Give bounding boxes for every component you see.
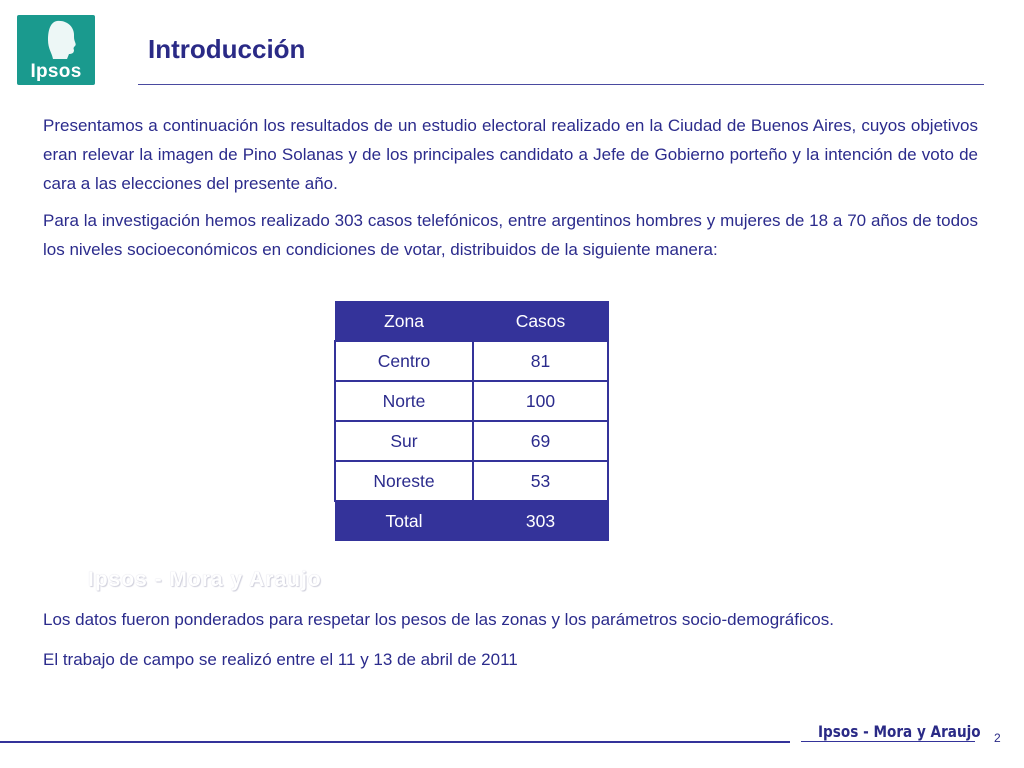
column-header-casos: Casos bbox=[473, 302, 608, 342]
cases-by-zone-table bbox=[334, 301, 609, 541]
cases-cell: 100 bbox=[473, 381, 608, 421]
ipsos-logo bbox=[17, 15, 95, 85]
table-header-row bbox=[335, 302, 608, 342]
table-row bbox=[335, 421, 608, 461]
total-value-cell: 303 bbox=[473, 501, 608, 541]
cases-cell: 53 bbox=[473, 461, 608, 501]
table-row bbox=[335, 381, 608, 421]
page-number: 2 bbox=[994, 731, 1001, 745]
zone-cell: Sur bbox=[335, 421, 473, 461]
intro-paragraph: Presentamos a continuación los resultados de un estudio electoral realizado en la Ciudad de Buenos Aires, cuyos objetivos eran relevar la imagen de Pino Solanas y de los principales candidato a Jefe de Gobierno porteño y la intención de voto de cara a las elecciones del presente año. bbox=[43, 116, 978, 193]
weighting-note: Los datos fueron ponderados para respetar los pesos de las zonas y los parámetros socio-demográficos. bbox=[43, 610, 834, 629]
zone-cell: Centro bbox=[335, 341, 473, 381]
column-header-zona: Zona bbox=[335, 302, 473, 342]
logo-text: Ipsos bbox=[30, 61, 82, 82]
table-row bbox=[335, 461, 608, 501]
cases-cell: 69 bbox=[473, 421, 608, 461]
methodology-paragraph: Para la investigación hemos realizado 303 casos telefónicos, entre argentinos hombres y mujeres de 18 a 70 años de todos los niveles socioeconómicos en condiciones de votar, distribuidos de la siguiente manera: bbox=[43, 211, 978, 259]
zone-cell: Norte bbox=[335, 381, 473, 421]
footer-divider bbox=[0, 741, 790, 743]
cases-cell: 81 bbox=[473, 341, 608, 381]
fieldwork-note: El trabajo de campo se realizó entre el 11 y 13 de abril de 2011 bbox=[43, 650, 518, 669]
total-label-cell: Total bbox=[335, 501, 473, 541]
watermark-text: Ipsos - Mora y Araujo bbox=[88, 568, 322, 591]
table-row bbox=[335, 341, 608, 381]
footer-brand-underline bbox=[801, 741, 975, 742]
title-divider bbox=[138, 84, 984, 85]
page-title: Introducción bbox=[148, 34, 306, 64]
zone-cell: Noreste bbox=[335, 461, 473, 501]
footer-brand: Ipsos - Mora y Araujo bbox=[818, 722, 981, 741]
table-total-row bbox=[335, 501, 608, 541]
